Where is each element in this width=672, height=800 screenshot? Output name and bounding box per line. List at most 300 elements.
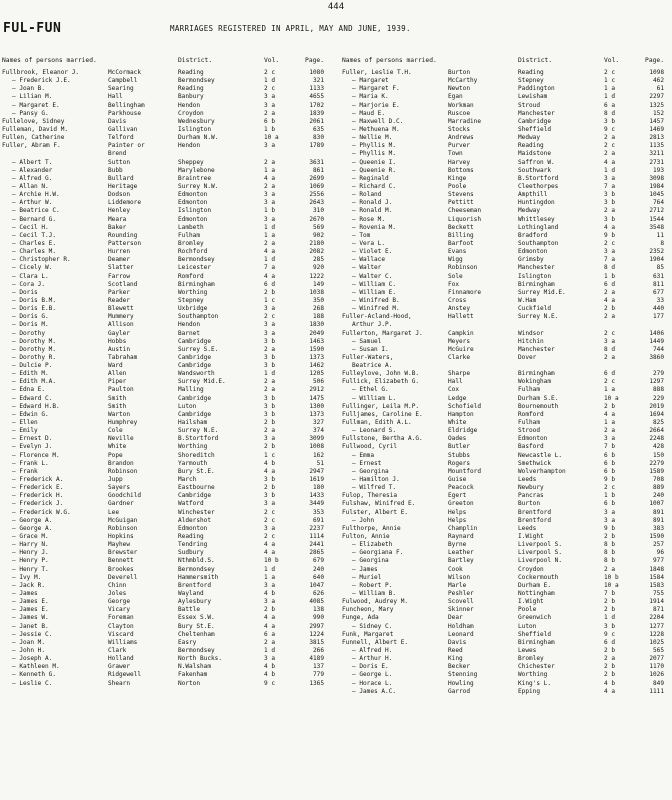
entry-spouse-surname: Ruscoe: [448, 109, 471, 117]
entry-page: 1848: [649, 565, 664, 573]
register-entry: [342, 655, 672, 663]
register-entry: [342, 492, 672, 500]
register-entry: [2, 541, 338, 549]
entry-spouse-surname: Peshler: [448, 590, 474, 597]
entry-district: Medway: [518, 134, 541, 142]
entry-name: Fullick, Elizabeth G.: [342, 378, 420, 386]
entry-volume: 1 a: [604, 386, 616, 394]
entry-district: Bromley: [178, 239, 204, 247]
entry-volume: 2 b: [604, 598, 616, 606]
register-entry: [2, 273, 338, 281]
entry-volume: 2 c: [604, 484, 616, 492]
entry-spouse-surname: Finnamore: [448, 288, 482, 296]
entry-spouse-surname: Piper: [108, 378, 127, 386]
entry-volume: 1 d: [264, 370, 276, 378]
entry-spouse-surname: Humphrey: [108, 419, 138, 427]
register-entry: [342, 159, 672, 167]
entry-spouse-surname: Holland: [108, 655, 134, 663]
entry-district: Bromley: [518, 655, 544, 663]
register-entry: [342, 289, 672, 297]
entry-district: March: [178, 476, 197, 484]
entry-name: — George A.: [12, 516, 53, 524]
entry-spouse-surname: Ward: [108, 362, 123, 370]
entry-name: — Frederick H.: [12, 492, 64, 500]
entry-volume: 3 b: [604, 215, 616, 223]
register-entry: [2, 240, 338, 248]
entry-spouse-surname: Goodchild: [108, 492, 142, 500]
entry-page: 3099: [309, 435, 324, 443]
entry-district: Croydon: [518, 565, 544, 573]
entry-name: — Edward C.: [12, 394, 53, 402]
register-entry: [2, 191, 338, 199]
entry-volume: 9 c: [604, 630, 616, 638]
header-names: Names of persons married.: [2, 57, 97, 64]
entry-volume: 6 b: [604, 500, 616, 508]
entry-spouse-surname: Neville: [108, 435, 134, 443]
entry-name: — Rose M.: [352, 215, 386, 223]
register-entry: [342, 606, 672, 614]
entry-district: Wednesbury: [178, 117, 215, 125]
entry-district: Leicester: [178, 264, 212, 272]
entry-district: Reading: [178, 69, 204, 76]
entry-name: — Georgina: [352, 557, 389, 565]
register-entry: [342, 224, 672, 232]
entry-name: — Rovenia M.: [352, 223, 397, 231]
entry-page: 2049: [309, 329, 324, 337]
entry-district: Liverpool S.: [518, 549, 563, 557]
entry-name: Fulshaw, Winifred E.: [342, 500, 416, 508]
entry-page: 428: [652, 443, 664, 451]
entry-spouse-surname: Bubb: [108, 166, 123, 174]
entry-page: 279: [652, 370, 664, 378]
entry-volume: 10 b: [604, 573, 619, 581]
entry-volume: 9 b: [604, 476, 616, 484]
entry-district: Uxbridge: [178, 305, 208, 313]
entry-district: Medway: [518, 207, 541, 215]
entry-name: — James E.: [12, 606, 49, 614]
entry-district: I.Wight: [518, 598, 544, 606]
register-entry: [2, 224, 338, 232]
entry-district: Worthing: [518, 671, 548, 679]
register-entry: [342, 85, 672, 93]
entry-volume: 8 d: [604, 264, 616, 272]
register-entry: [2, 443, 338, 451]
entry-volume: 3 b: [264, 492, 276, 500]
entry-district: Rochford: [178, 248, 208, 256]
entry-name: — Clara L.: [12, 272, 49, 280]
entry-page: 565: [652, 646, 664, 654]
entry-page: 1984: [649, 182, 664, 190]
register-entry: [2, 338, 338, 346]
entry-page: 764: [652, 199, 664, 207]
register-entry: [342, 93, 672, 101]
register-entry: [2, 248, 338, 256]
page-number: 444: [327, 2, 345, 12]
left-entries: [2, 69, 338, 688]
entry-volume: 2 a: [264, 239, 276, 247]
entry-volume: 2 a: [604, 313, 616, 321]
left-column: [2, 56, 338, 688]
entry-district: Cambridge: [518, 117, 552, 125]
entry-spouse-surname: Stocks: [448, 125, 471, 133]
entry-district: Hailsham: [178, 419, 208, 427]
entry-district: N.Walsham: [178, 663, 212, 671]
entry-name: — Alexander: [12, 166, 53, 174]
entry-page: 2813: [649, 134, 664, 142]
entry-page: 266: [312, 646, 324, 654]
register-entry: [342, 354, 672, 362]
entry-volume: 8 d: [604, 345, 616, 353]
entry-page: 891: [652, 508, 664, 516]
entry-spouse-surname: Shearn: [108, 679, 131, 687]
entry-spouse-surname: Henley: [108, 207, 131, 215]
entry-district: Durham N.W.: [178, 134, 219, 142]
entry-spouse-surname: Meyers: [448, 337, 471, 345]
entry-name: Fulop, Theresia: [342, 492, 398, 500]
entry-spouse-surname: Farrow: [108, 272, 131, 280]
entry-volume: 2 a: [264, 158, 276, 166]
entry-volume: 3 a: [264, 329, 276, 337]
register-entry: [342, 574, 672, 582]
entry-spouse-surname: Clarke: [448, 353, 471, 361]
entry-page: 888: [652, 386, 664, 394]
entry-volume: 3 b: [264, 362, 276, 370]
entry-name: — Phyllis M.: [352, 150, 397, 158]
entry-volume: 1 b: [264, 207, 276, 215]
entry-district: Manchester: [518, 109, 555, 117]
entry-spouse-surname: Kinge: [448, 174, 467, 182]
entry-district: Winchester: [178, 508, 215, 516]
right-column: [342, 56, 672, 696]
entry-name: — Alfred G.: [12, 174, 53, 182]
entry-page: 871: [652, 606, 664, 614]
entry-name: — Archie H.W.: [12, 191, 60, 199]
entry-volume: 4 b: [264, 663, 276, 671]
entry-district: B.Stortford: [178, 435, 219, 443]
entry-page: 1222: [309, 272, 324, 280]
register-entry: [2, 102, 338, 110]
entry-page: 152: [652, 109, 664, 117]
entry-district: Windsor: [518, 329, 544, 337]
register-entry: [2, 386, 338, 394]
entry-volume: 10 a: [264, 134, 279, 142]
entry-district: Cambridge: [178, 394, 212, 402]
entry-volume: 4 b: [264, 671, 276, 679]
entry-district: Edmonton: [178, 215, 208, 223]
entry-spouse-surname: Holdham: [448, 622, 474, 630]
register-entry: [2, 370, 338, 378]
entry-page: 1694: [649, 410, 664, 418]
register-entry: [342, 598, 672, 606]
header-district: District.: [178, 57, 213, 64]
entry-page: 640: [312, 573, 324, 581]
entry-volume: 1 a: [264, 166, 276, 174]
entry-name: — Winifred M.: [352, 305, 400, 313]
register-entry: [2, 574, 338, 582]
entry-page: 1300: [309, 402, 324, 410]
entry-volume: 1 a: [264, 231, 276, 239]
entry-page: 2279: [649, 459, 664, 467]
entry-name: — Winifred B.: [352, 296, 400, 304]
right-entries: [342, 69, 672, 696]
entry-page: 2082: [309, 248, 324, 256]
entry-volume: 6 d: [264, 280, 276, 288]
entry-volume: 4 a: [604, 158, 616, 166]
register-entry: [342, 647, 672, 655]
entry-name: Fulleylove, John W.B.: [342, 370, 420, 378]
running-head: FUL-FUN: [3, 21, 62, 36]
entry-volume: 6 d: [604, 280, 616, 288]
entry-volume: 2 b: [604, 663, 616, 671]
entry-name: — Emily: [12, 427, 38, 435]
register-entry: [2, 313, 338, 321]
register-entry: [2, 346, 338, 354]
entry-spouse-surname: Andrews: [448, 134, 474, 142]
entry-name: — Christopher R.: [12, 256, 71, 264]
entry-spouse-surname: Robinson: [108, 524, 138, 532]
entry-name: — Wilfred T.: [352, 484, 397, 492]
entry-name: — Frank L.: [12, 459, 49, 467]
register-entry: [342, 500, 672, 508]
entry-spouse-surname: Helps: [448, 516, 467, 524]
register-entry: [342, 126, 672, 134]
entry-volume: 8 d: [604, 109, 616, 117]
entry-page: 990: [312, 614, 324, 622]
entry-page: 1589: [649, 467, 664, 475]
entry-volume: 2 c: [604, 329, 616, 337]
entry-spouse-surname: Burton: [448, 69, 471, 76]
entry-volume: 6 b: [264, 117, 276, 125]
entry-page: 1469: [649, 125, 664, 133]
entry-district: Islington: [178, 125, 212, 133]
entry-page: 177: [652, 313, 664, 321]
register-entry: [2, 590, 338, 598]
entry-district: Malling: [178, 386, 204, 394]
entry-page: 149: [312, 280, 324, 288]
entry-volume: 10 a: [604, 394, 619, 402]
entry-name: — Frederick J.: [12, 500, 64, 508]
entry-district: Edmonton: [178, 524, 208, 532]
entry-district: Fulham: [518, 386, 541, 394]
entry-name: — Violet E.: [352, 248, 393, 256]
register-entry: [2, 647, 338, 655]
entry-volume: 3 a: [604, 174, 616, 182]
entry-name: Funcheon, Mary: [342, 606, 394, 614]
entry-name: Fulleman, David M.: [2, 125, 69, 133]
entry-name: Fullelove, Sidney: [2, 117, 65, 125]
entry-page: 2712: [649, 207, 664, 215]
entry-page: 889: [652, 484, 664, 492]
entry-page: 3860: [649, 353, 664, 361]
entry-name: — Margaret F.: [352, 85, 400, 93]
entry-page: 1277: [649, 622, 664, 630]
entry-page: 1069: [309, 182, 324, 190]
entry-name: — Harry N.: [12, 541, 49, 549]
entry-district: Cuckfield: [518, 305, 552, 313]
entry-page: 779: [312, 671, 324, 679]
register-entry: [342, 688, 672, 696]
entry-spouse-surname: Bellingham: [108, 101, 145, 109]
entry-spouse-surname: George: [108, 598, 131, 606]
register-entry: [342, 370, 672, 378]
entry-spouse-surname: Reader: [108, 296, 131, 304]
entry-volume: 1 d: [264, 646, 276, 654]
entry-page: 830: [312, 134, 324, 142]
entry-page: 257: [652, 541, 664, 549]
register-entry: [342, 199, 672, 207]
register-entry: [2, 321, 338, 329]
entry-district: Nthmbld.S.: [178, 557, 215, 565]
entry-district: Fulham: [178, 231, 201, 239]
entry-district: Luton: [178, 402, 197, 410]
entry-page: 849: [652, 679, 664, 687]
entry-page: 2643: [309, 199, 324, 207]
entry-page: 4085: [309, 598, 324, 606]
register-entry: [2, 509, 338, 517]
register-entry: [342, 435, 672, 443]
entry-spouse-surname: Lee: [108, 508, 120, 516]
entry-volume: 3 a: [264, 191, 276, 199]
entry-spouse-surname: Bullard: [108, 174, 134, 182]
register-entry: [342, 175, 672, 183]
entry-name: — Maud E.: [352, 109, 386, 117]
entry-name: — Queenie I.: [352, 158, 397, 166]
entry-volume: 3 b: [604, 622, 616, 630]
entry-district: Croydon: [178, 109, 204, 117]
entry-district: Epping: [518, 687, 541, 695]
entry-spouse-surname: Jupp: [108, 476, 123, 484]
entry-district: Newbury: [518, 484, 544, 492]
entry-spouse-surname: Brend: [108, 150, 127, 158]
entry-spouse-surname: Allen: [108, 370, 127, 378]
entry-volume: 4 a: [264, 541, 276, 549]
register-entry: [2, 118, 338, 126]
entry-name: — George A.: [12, 524, 53, 532]
entry-page: 1025: [649, 638, 664, 646]
entry-spouse-surname: Newton: [448, 85, 471, 93]
entry-spouse-surname: Cox: [448, 386, 460, 394]
entry-volume: 1 a: [604, 85, 616, 93]
entry-district: Eastbourne: [178, 484, 215, 492]
entry-district: Edmonton: [178, 191, 208, 199]
entry-district: Sudbury: [178, 549, 204, 557]
entry-district: Manchester: [518, 345, 555, 353]
entry-page: 321: [312, 77, 324, 85]
entry-spouse-surname: Parkhouse: [108, 109, 142, 117]
entry-page: 3631: [309, 158, 324, 166]
entry-district: Chichester: [518, 663, 555, 671]
entry-spouse-surname: Cross: [448, 296, 467, 304]
register-entry: [342, 134, 672, 142]
entry-name: — Maxwell D.C.: [352, 117, 404, 125]
entry-volume: 6 b: [604, 467, 616, 475]
register-entry: [2, 126, 338, 134]
entry-page: 825: [652, 419, 664, 427]
entry-spouse-surname: Sutton: [108, 158, 131, 166]
entry-volume: 1 b: [604, 272, 616, 280]
entry-page: 240: [652, 492, 664, 500]
register-entry: [342, 403, 672, 411]
register-entry: [2, 297, 338, 305]
entry-name: Fuller-Waters,: [342, 353, 394, 361]
entry-spouse-surname: Austin: [108, 345, 131, 353]
entry-name: — Phyllis M.: [352, 142, 397, 150]
entry-page: 268: [312, 305, 324, 313]
entry-volume: 9 c: [264, 679, 276, 687]
entry-name: — Muriel: [352, 573, 382, 581]
entry-district: Reading: [518, 142, 544, 150]
entry-page: 96: [656, 549, 664, 557]
entry-page: 180: [312, 484, 324, 492]
register-entry: [342, 240, 672, 248]
entry-district: Smethwick: [518, 459, 552, 467]
entry-spouse-surname: Champlin: [448, 524, 478, 532]
entry-page: 1584: [649, 573, 664, 581]
entry-name: — Cecil T.J.: [12, 231, 57, 239]
entry-volume: 2 a: [264, 638, 276, 646]
register-entry: [2, 69, 338, 77]
entry-name: — John: [352, 516, 375, 524]
entry-volume: 3 a: [264, 500, 276, 508]
entry-district: Lothingland: [518, 223, 559, 231]
entry-volume: 2 a: [264, 386, 276, 394]
entry-page: 1449: [649, 337, 664, 345]
entry-name: — Frederick E.: [12, 484, 64, 492]
entry-spouse-surname: Cole: [108, 427, 123, 435]
entry-page: 902: [312, 231, 324, 239]
entry-spouse-surname: White: [108, 443, 127, 451]
entry-spouse-surname: Fox: [448, 280, 460, 288]
entry-name: — Henry P.: [12, 557, 49, 565]
register-entry: [2, 362, 338, 370]
entry-district: Cambridge: [178, 337, 212, 345]
entry-volume: 2 a: [604, 427, 616, 435]
entry-spouse-surname: Oades: [448, 435, 467, 443]
entry-name: — Methuena M.: [352, 125, 400, 133]
entry-page: 2204: [649, 614, 664, 622]
entry-spouse-surname: Smith: [108, 402, 127, 410]
register-entry: [2, 623, 338, 631]
entry-name: — Lilian M.: [12, 93, 53, 101]
entry-page: 1544: [649, 215, 664, 223]
register-entry: [2, 484, 338, 492]
entry-page: 1297: [649, 378, 664, 386]
entry-spouse-surname: Campkin: [448, 329, 474, 337]
entry-spouse-surname: Robinson: [108, 467, 138, 475]
entry-page: 2237: [309, 524, 324, 532]
entry-volume: 2 c: [264, 69, 276, 76]
entry-spouse-surname: Wigg: [448, 256, 463, 264]
entry-page: 1224: [309, 630, 324, 638]
entry-spouse-surname: Mummery: [108, 313, 134, 321]
entry-volume: 1 b: [264, 125, 276, 133]
register-entry: [2, 419, 338, 427]
entry-page: 8: [660, 239, 664, 247]
entry-page: 1007: [649, 500, 664, 508]
entry-district: Battle: [178, 606, 201, 614]
entry-spouse-surname: Town: [448, 150, 463, 158]
register-entry: [342, 476, 672, 484]
register-entry: [342, 264, 672, 272]
entry-district: Nottingham: [518, 590, 555, 597]
entry-volume: 2 b: [604, 402, 616, 410]
entry-volume: 3 b: [264, 337, 276, 345]
register-entry: [2, 150, 338, 158]
entry-page: 1619: [309, 476, 324, 484]
entry-volume: 4 a: [264, 622, 276, 630]
entry-district: Banbury: [178, 93, 204, 101]
entry-spouse-surname: Stenning: [448, 671, 478, 679]
